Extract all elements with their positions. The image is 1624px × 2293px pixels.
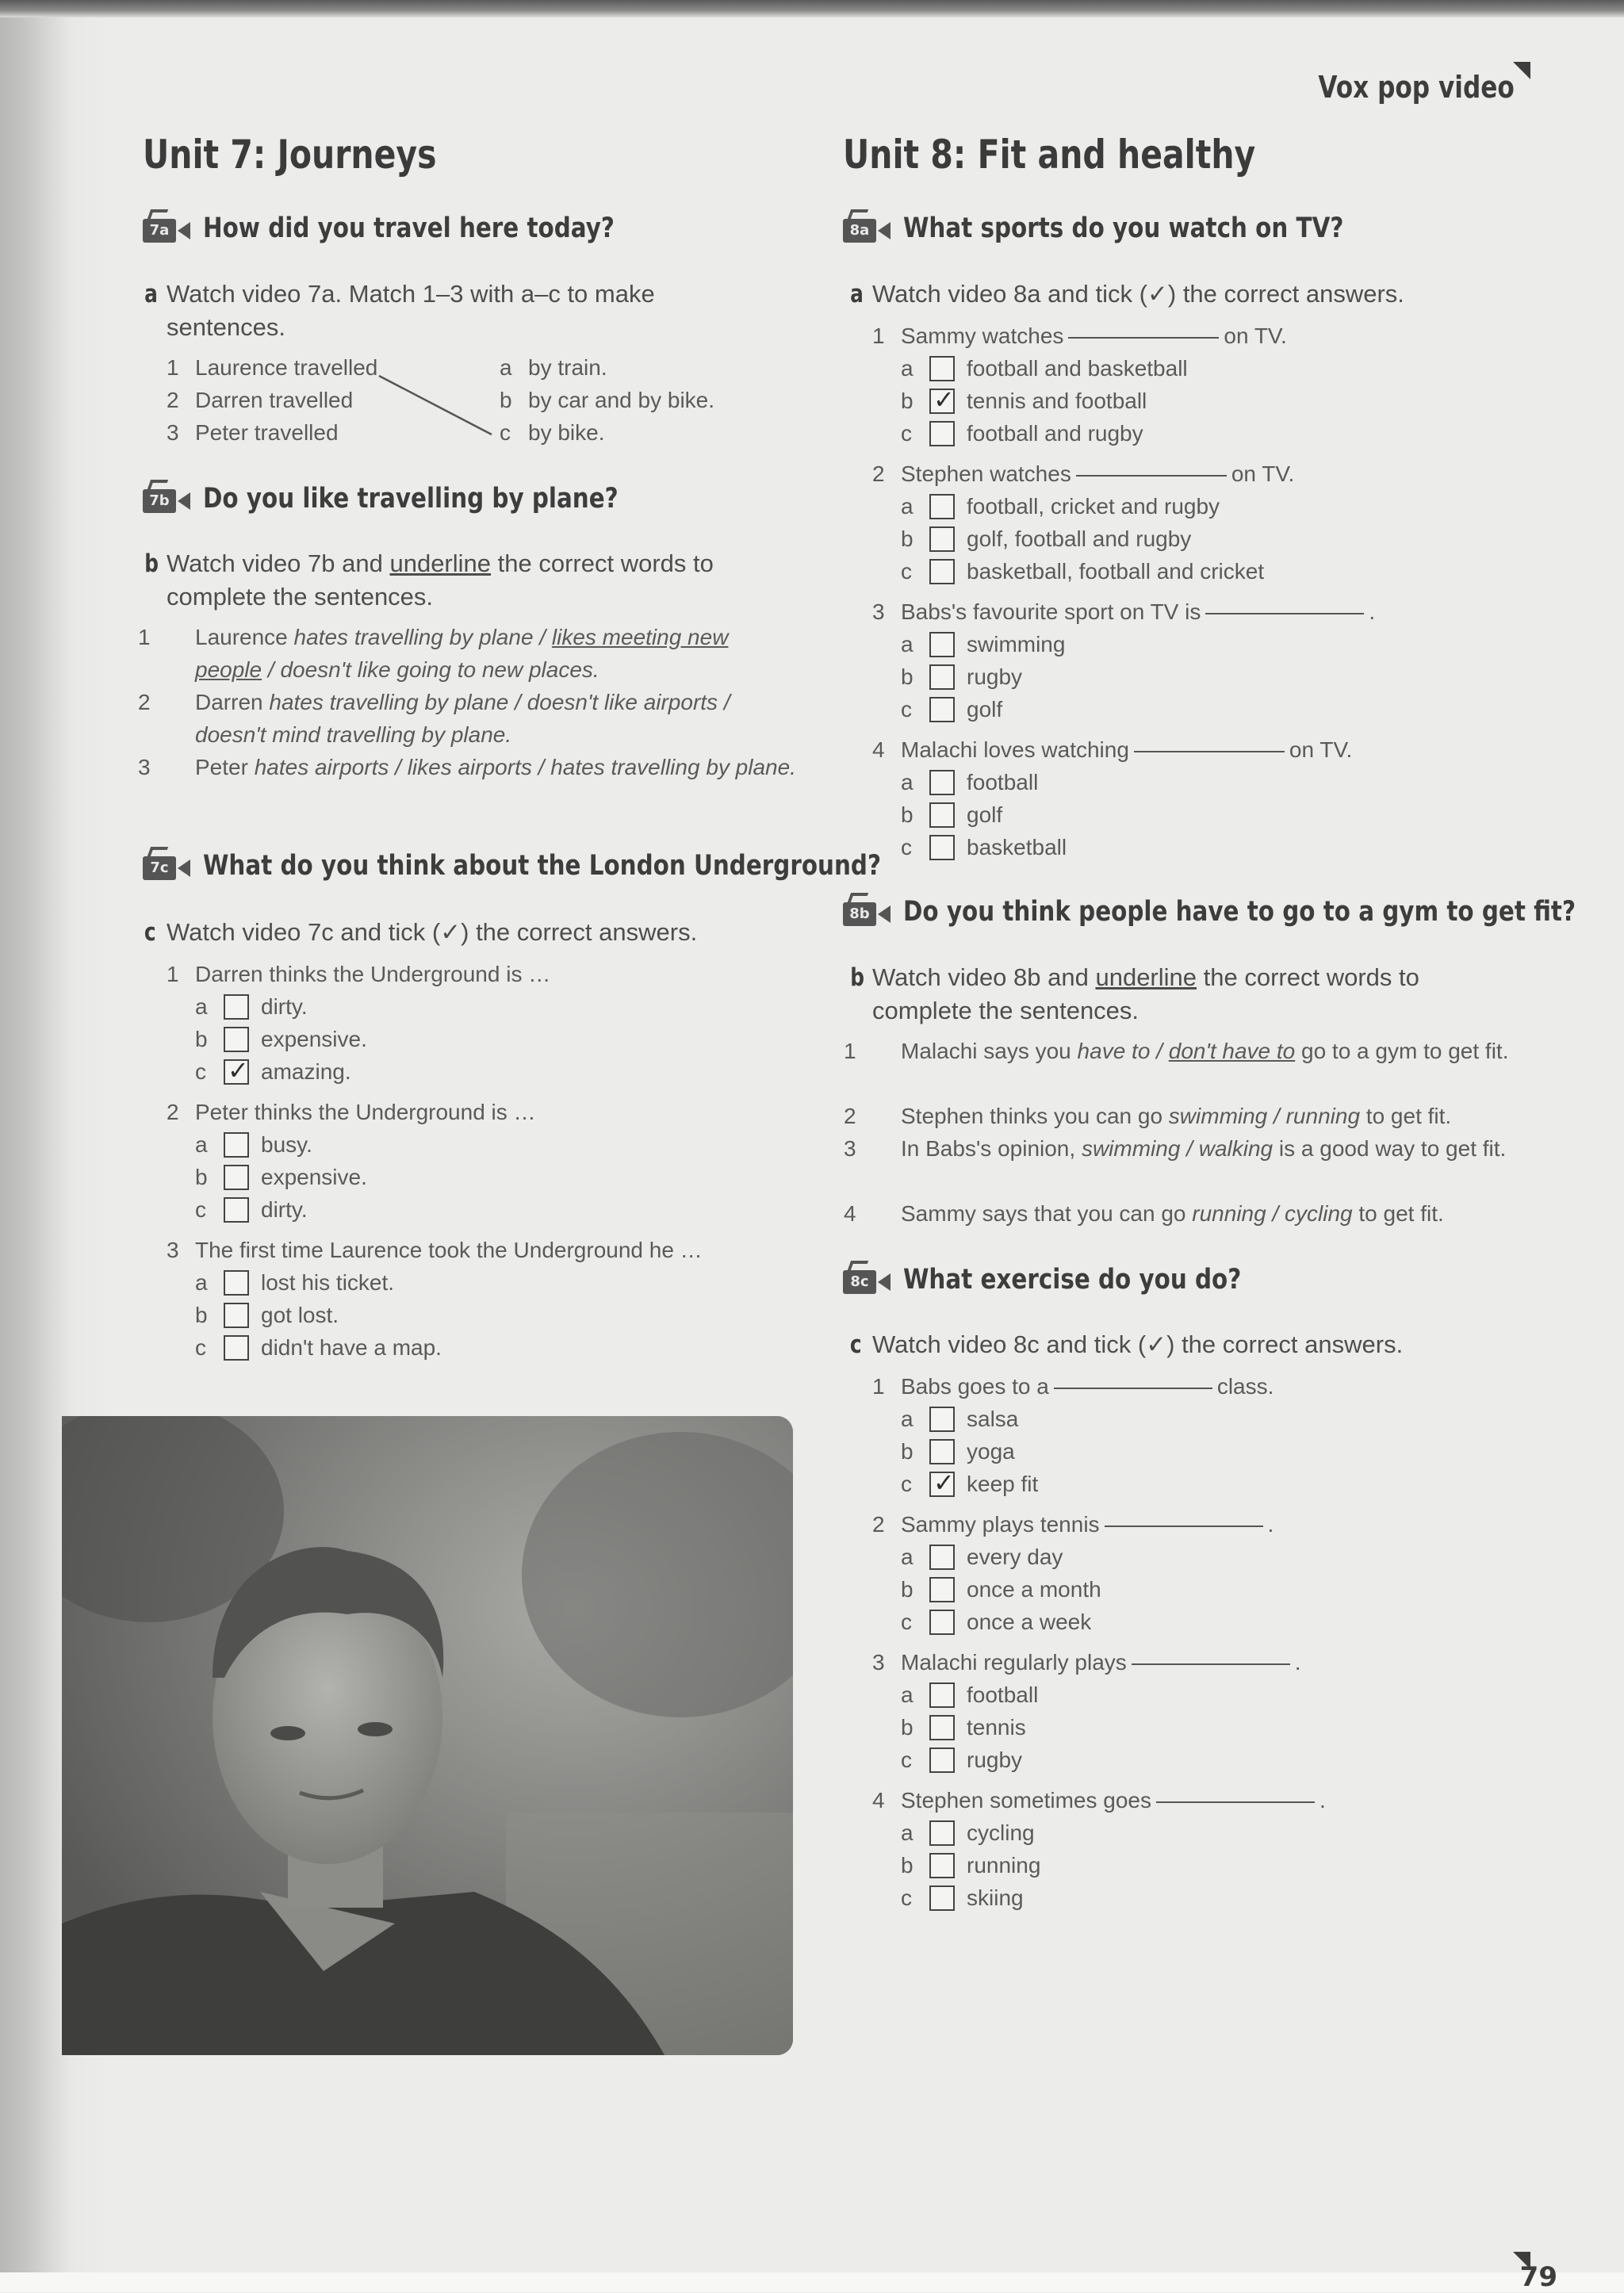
answer-checkbox[interactable] [224, 1197, 249, 1223]
item-subject: Stephen thinks you can go [901, 1104, 1169, 1128]
answer-option [901, 660, 1022, 693]
item-rest: is a good way to get fit. [1273, 1136, 1507, 1161]
option-letter: b [901, 1577, 914, 1602]
video-icon: 7b [143, 480, 198, 518]
option-text: yoga [967, 1439, 1015, 1464]
option-text: rugby [967, 1748, 1023, 1772]
sentence-item [844, 1132, 1535, 1165]
answer-checkbox[interactable] [929, 1407, 955, 1432]
question-text: on TV. [1289, 737, 1353, 762]
item-subject: Sammy says that you can go [901, 1201, 1193, 1226]
question-stem [167, 958, 550, 990]
option-letter: b [195, 1027, 208, 1051]
answer-checkbox[interactable] [929, 1853, 955, 1878]
choice-separator: / [718, 690, 730, 714]
question-text: Stephen watches [901, 461, 1071, 486]
question-text: . [1319, 1788, 1326, 1813]
answer-blank[interactable] [1054, 1387, 1212, 1389]
option-text: golf [967, 802, 1003, 827]
answer-checkbox[interactable] [929, 421, 955, 446]
option-text: dirty. [261, 1197, 308, 1222]
option-letter: a [901, 1407, 914, 1431]
answer-option [901, 1849, 1040, 1881]
option-letter: b [901, 664, 914, 689]
choice-option: hates travelling by plane [269, 690, 509, 714]
page-number: 79 [1519, 2261, 1557, 2293]
choice-option: have to [1077, 1039, 1151, 1063]
option-text: salsa [967, 1407, 1019, 1431]
answer-blank[interactable] [1105, 1525, 1263, 1527]
instruction-7b: b Watch video 7b and underline the correct words to complete the sentences. [144, 549, 714, 611]
answer-checkbox[interactable] [224, 994, 249, 1020]
choice-option: hates travelling by plane. [550, 755, 796, 779]
question-text: The first time Laurence took the Underground he … [195, 1238, 703, 1262]
instruction-8c: c Watch video 8c and tick (✓) the correct answers. [849, 1330, 1404, 1359]
section-8b-heading: 8b Do you think people have to go to a gym to get fit? [843, 893, 1624, 931]
sentence-item [844, 1035, 1535, 1067]
option-letter: c [901, 1885, 912, 1910]
item-rest: to get fit. [1360, 1104, 1452, 1128]
answer-checkbox[interactable] [929, 1682, 955, 1708]
choice-separator: / [508, 690, 527, 714]
option-text: didn't have a map. [261, 1335, 442, 1360]
item-number: 1 [167, 355, 179, 380]
item-rest: to get fit. [1352, 1201, 1444, 1226]
page-spine-shadow [0, 0, 71, 2292]
option-letter: a [195, 1270, 208, 1295]
option-text: basketball [967, 835, 1067, 859]
question-text: class. [1216, 1374, 1274, 1399]
section-7a-heading: 7a How did you travel here today? [143, 209, 693, 247]
instruction-7c: c Watch video 7c and tick (✓) the correct answers. [144, 918, 698, 947]
option-text: keep fit [967, 1472, 1039, 1496]
choice-option: doesn't like airports [527, 690, 718, 714]
answer-checkbox[interactable] [929, 1545, 955, 1570]
answer-option [901, 831, 1067, 863]
answer-option [901, 523, 1191, 555]
option-letter: c [901, 421, 912, 446]
instruction-8b: b Watch video 8b and underline the correct words to complete the sentences. [850, 963, 1419, 1024]
item-number: 2 [138, 690, 151, 714]
answer-blank[interactable] [1132, 1663, 1290, 1665]
option-text: amazing. [261, 1059, 351, 1084]
option-letter: b [901, 389, 914, 413]
choice-option: walking [1198, 1136, 1274, 1161]
answer-option [901, 628, 1065, 660]
answer-option [901, 1711, 1026, 1744]
answer-option [901, 1403, 1018, 1435]
corner-marker-icon [1513, 2252, 1530, 2269]
choice-separator: / [262, 657, 281, 682]
answer-option [195, 1193, 308, 1226]
item-letter: a [500, 355, 512, 380]
item-text: by train. [528, 355, 607, 380]
option-text: every day [967, 1545, 1063, 1569]
answer-option [901, 1541, 1063, 1573]
match-right-item [500, 384, 714, 416]
answer-blank[interactable] [1076, 474, 1227, 477]
answer-option [901, 1573, 1101, 1606]
checkmark-icon: ✓ [933, 1468, 955, 1497]
choice-option: hates travelling by plane [293, 625, 534, 649]
question-text: on TV. [1231, 461, 1295, 486]
match-right-item [500, 416, 605, 449]
video-icon: 8c [843, 1261, 898, 1299]
answer-checkbox[interactable] [224, 1270, 249, 1296]
option-letter: a [901, 494, 914, 519]
checkmark-icon: ✓ [228, 1055, 249, 1085]
option-text: busy. [261, 1132, 312, 1157]
option-text: tennis and football [967, 389, 1147, 413]
item-text: Peter travelled [195, 420, 339, 445]
sentence-item [138, 621, 798, 686]
answer-option [195, 1331, 442, 1364]
answer-checkbox[interactable] [224, 1027, 249, 1052]
answer-option [901, 352, 1188, 385]
question-text: Sammy plays tennis [901, 1512, 1100, 1537]
option-letter: b [195, 1165, 208, 1189]
answer-option [901, 555, 1264, 588]
section-7b-heading: 7b Do you like travelling by plane? [143, 480, 698, 518]
answer-option [901, 693, 1002, 725]
option-text: basketball, football and cricket [967, 559, 1265, 584]
option-letter: b [901, 1439, 914, 1464]
item-number: 2 [167, 388, 179, 412]
match-left-item [167, 384, 353, 416]
section-7c-heading: 7c What do you think about the London Underground? [143, 847, 1010, 885]
item-text: Laurence travelled [195, 355, 378, 380]
unit7-title: Unit 7: Journeys [143, 132, 437, 178]
item-number: 3 [844, 1136, 856, 1161]
answer-option [901, 1881, 1024, 1914]
choice-option: swimming [1168, 1104, 1268, 1128]
option-text: once a month [967, 1577, 1101, 1602]
section-8c-heading: 8c What exercise do you do? [843, 1261, 1306, 1299]
answer-checkbox[interactable] [224, 1055, 249, 1085]
choice-separator: / [533, 625, 552, 649]
choice-option: swimming [1081, 1136, 1181, 1161]
item-number: 1 [138, 625, 151, 649]
option-letter: a [901, 356, 914, 381]
choice-option: don't have to [1168, 1039, 1296, 1063]
question-stem [872, 457, 1294, 490]
answer-checkbox[interactable] [224, 1165, 249, 1190]
choice-separator: / [531, 755, 551, 779]
answer-checkbox[interactable] [224, 1335, 249, 1361]
item-letter: c [500, 420, 511, 445]
question-stem [872, 1784, 1326, 1816]
choice-separator: / [1150, 1039, 1169, 1063]
option-text: football and rugby [967, 421, 1143, 446]
sentence-item [138, 686, 798, 751]
sentence-item [844, 1197, 1535, 1230]
answer-checkbox[interactable] [929, 1577, 955, 1602]
answer-checkbox[interactable] [929, 835, 955, 860]
option-text: football [967, 770, 1039, 794]
option-letter: c [901, 1748, 912, 1772]
choice-separator: / [389, 755, 408, 779]
question-number: 2 [167, 1100, 179, 1124]
question-number: 4 [872, 737, 885, 762]
option-text: football and basketball [967, 356, 1188, 381]
question-stem [872, 595, 1375, 628]
question-text: Malachi regularly plays [901, 1650, 1127, 1675]
choice-option: doesn't like going to new places. [280, 657, 599, 682]
option-letter: b [901, 1715, 914, 1740]
question-number: 1 [872, 323, 885, 348]
question-text: Peter thinks the Underground is … [195, 1100, 536, 1124]
option-text: once a week [967, 1610, 1092, 1634]
answer-blank[interactable] [1205, 612, 1364, 614]
item-subject: Darren [195, 690, 270, 714]
answer-checkbox[interactable] [929, 1885, 955, 1911]
answer-checkbox[interactable] [929, 356, 955, 381]
choice-option: likes meeting new people [195, 625, 729, 682]
question-text: Babs's favourite sport on TV is [901, 599, 1201, 624]
answer-option [901, 1744, 1022, 1776]
sentence-item [844, 1100, 1535, 1132]
option-text: lost his ticket. [261, 1270, 395, 1295]
option-letter: c [901, 1610, 912, 1634]
question-text: . [1294, 1650, 1301, 1675]
answer-checkbox[interactable] [929, 770, 955, 795]
answer-option [195, 1299, 339, 1331]
question-text: . [1369, 599, 1376, 624]
question-number: 2 [872, 1512, 885, 1537]
item-number: 1 [844, 1039, 856, 1063]
option-letter: a [901, 1682, 914, 1707]
question-text: Stephen sometimes goes [901, 1788, 1151, 1813]
answer-blank[interactable] [1134, 750, 1285, 752]
answer-checkbox[interactable] [929, 802, 955, 828]
corner-marker-icon [1513, 62, 1530, 79]
question-text: Babs goes to a [901, 1374, 1049, 1399]
answer-checkbox[interactable] [224, 1132, 249, 1158]
video-icon: 7a [143, 209, 198, 247]
running-head: Vox pop video [1318, 70, 1515, 105]
answer-checkbox[interactable] [929, 664, 955, 690]
choice-option: doesn't mind travelling by plane. [195, 722, 512, 747]
option-letter: a [901, 770, 914, 794]
option-letter: c [901, 559, 912, 584]
item-subject: Laurence [195, 625, 294, 649]
question-number: 1 [167, 962, 179, 986]
answer-option [195, 1266, 394, 1299]
question-text: on TV. [1224, 323, 1287, 348]
option-text: expensive. [261, 1165, 367, 1189]
choice-option: hates airports [254, 755, 389, 779]
option-letter: a [901, 1820, 914, 1845]
option-letter: c [901, 1472, 912, 1496]
question-text: . [1267, 1512, 1274, 1537]
option-letter: c [195, 1197, 206, 1222]
answer-checkbox[interactable] [929, 697, 955, 722]
question-number: 3 [872, 1650, 885, 1675]
unit8-title: Unit 8: Fit and healthy [843, 132, 1256, 178]
option-letter: b [901, 526, 914, 551]
instruction-8a: a Watch video 8a and tick (✓) the correct answers. [850, 280, 1404, 308]
answer-checkbox[interactable] [929, 1715, 955, 1740]
option-text: cycling [967, 1820, 1035, 1845]
match-left-item [167, 416, 339, 449]
answer-option [195, 1023, 367, 1055]
answer-option [901, 417, 1143, 450]
option-text: dirty. [261, 994, 308, 1019]
checkmark-icon: ✓ [933, 385, 955, 414]
option-text: skiing [967, 1885, 1024, 1910]
answer-checkbox[interactable] [929, 632, 955, 657]
answer-option [901, 1435, 1015, 1468]
item-subject: Malachi says you [901, 1039, 1078, 1063]
choice-option: running [1285, 1104, 1361, 1128]
option-text: swimming [967, 632, 1066, 657]
item-letter: b [500, 388, 512, 412]
question-number: 1 [872, 1374, 885, 1399]
option-text: expensive. [261, 1027, 367, 1051]
question-number: 3 [872, 599, 885, 624]
option-letter: b [195, 1303, 208, 1327]
top-edge [0, 0, 1624, 17]
option-letter: a [901, 632, 914, 657]
question-stem [167, 1096, 536, 1128]
answer-option [195, 1055, 351, 1088]
answer-checkbox[interactable] [929, 559, 955, 584]
option-text: football [967, 1682, 1039, 1707]
instruction-7a: a Watch video 7a. Match 1–3 with a–c to make sentences. [144, 280, 655, 341]
video-icon: 8b [843, 893, 898, 931]
answer-checkbox[interactable] [929, 385, 955, 414]
question-text: Darren thinks the Underground is … [195, 962, 551, 986]
item-number: 3 [138, 755, 151, 779]
answer-option [195, 1128, 312, 1161]
option-letter: b [901, 802, 914, 827]
answer-checkbox[interactable] [929, 1610, 955, 1635]
option-text: tennis [967, 1715, 1026, 1740]
match-line [373, 365, 500, 444]
question-stem [872, 1508, 1274, 1541]
answer-checkbox[interactable] [929, 1439, 955, 1464]
video-icon: 7c [143, 847, 198, 885]
option-text: golf [967, 697, 1003, 722]
item-text: by bike. [528, 420, 605, 445]
choice-option: cycling [1285, 1201, 1353, 1226]
question-stem [872, 733, 1352, 766]
question-stem [872, 320, 1287, 352]
option-text: golf, football and rugby [967, 526, 1192, 551]
option-letter: c [901, 697, 912, 722]
answer-blank[interactable] [1068, 336, 1219, 339]
answer-checkbox[interactable] [224, 1303, 249, 1328]
question-number: 4 [872, 1788, 885, 1813]
choice-separator: / [1180, 1136, 1199, 1161]
question-text: Malachi loves watching [901, 737, 1129, 762]
question-text: Sammy watches [901, 323, 1064, 348]
item-text: Darren travelled [195, 388, 354, 412]
answer-checkbox[interactable] [929, 1820, 955, 1846]
option-letter: b [901, 1853, 914, 1878]
bottom-edge [0, 2272, 1624, 2292]
choice-option: likes airports [407, 755, 532, 779]
answer-checkbox[interactable] [929, 494, 955, 519]
option-letter: a [901, 1545, 914, 1569]
option-text: football, cricket and rugby [967, 494, 1220, 519]
option-letter: c [195, 1335, 206, 1360]
question-stem [872, 1646, 1301, 1679]
question-stem [167, 1234, 703, 1266]
choice-option: running [1192, 1201, 1266, 1226]
choice-separator: / [1267, 1104, 1286, 1128]
item-number: 4 [844, 1201, 856, 1226]
match-right-item [500, 351, 607, 384]
answer-checkbox[interactable] [929, 526, 955, 552]
answer-option [901, 1606, 1091, 1638]
section-8a-heading: 8a What sports do you watch on TV? [843, 209, 1427, 247]
option-text: got lost. [261, 1303, 339, 1327]
match-left-item [167, 351, 377, 384]
answer-checkbox[interactable] [929, 1468, 955, 1497]
option-letter: c [195, 1059, 206, 1084]
answer-blank[interactable] [1156, 1801, 1315, 1803]
sentence-item [138, 751, 798, 783]
option-letter: a [195, 994, 208, 1019]
item-subject: Peter [195, 755, 255, 779]
answer-checkbox[interactable] [929, 1748, 955, 1773]
option-text: rugby [967, 664, 1023, 689]
item-number: 3 [167, 420, 179, 445]
answer-option [195, 990, 308, 1023]
question-number: 3 [167, 1238, 179, 1262]
answer-option [901, 1679, 1038, 1711]
answer-option [901, 766, 1038, 798]
answer-option [901, 385, 1147, 417]
choice-separator: / [1266, 1201, 1285, 1226]
video-icon: 8a [843, 209, 898, 247]
presenter-photo [62, 1416, 793, 2055]
item-number: 2 [844, 1104, 856, 1128]
answer-option [901, 1468, 1038, 1500]
item-subject: In Babs's opinion, [901, 1136, 1082, 1161]
answer-option [195, 1161, 367, 1193]
answer-option [901, 490, 1220, 523]
answer-option [901, 798, 1002, 831]
question-stem [872, 1370, 1274, 1403]
question-number: 2 [872, 461, 885, 486]
answer-option [901, 1816, 1035, 1849]
option-letter: a [195, 1132, 208, 1157]
option-letter: c [901, 835, 912, 859]
item-rest: go to a gym to get fit. [1295, 1039, 1509, 1063]
item-text: by car and by bike. [528, 388, 715, 412]
option-text: running [967, 1853, 1041, 1878]
